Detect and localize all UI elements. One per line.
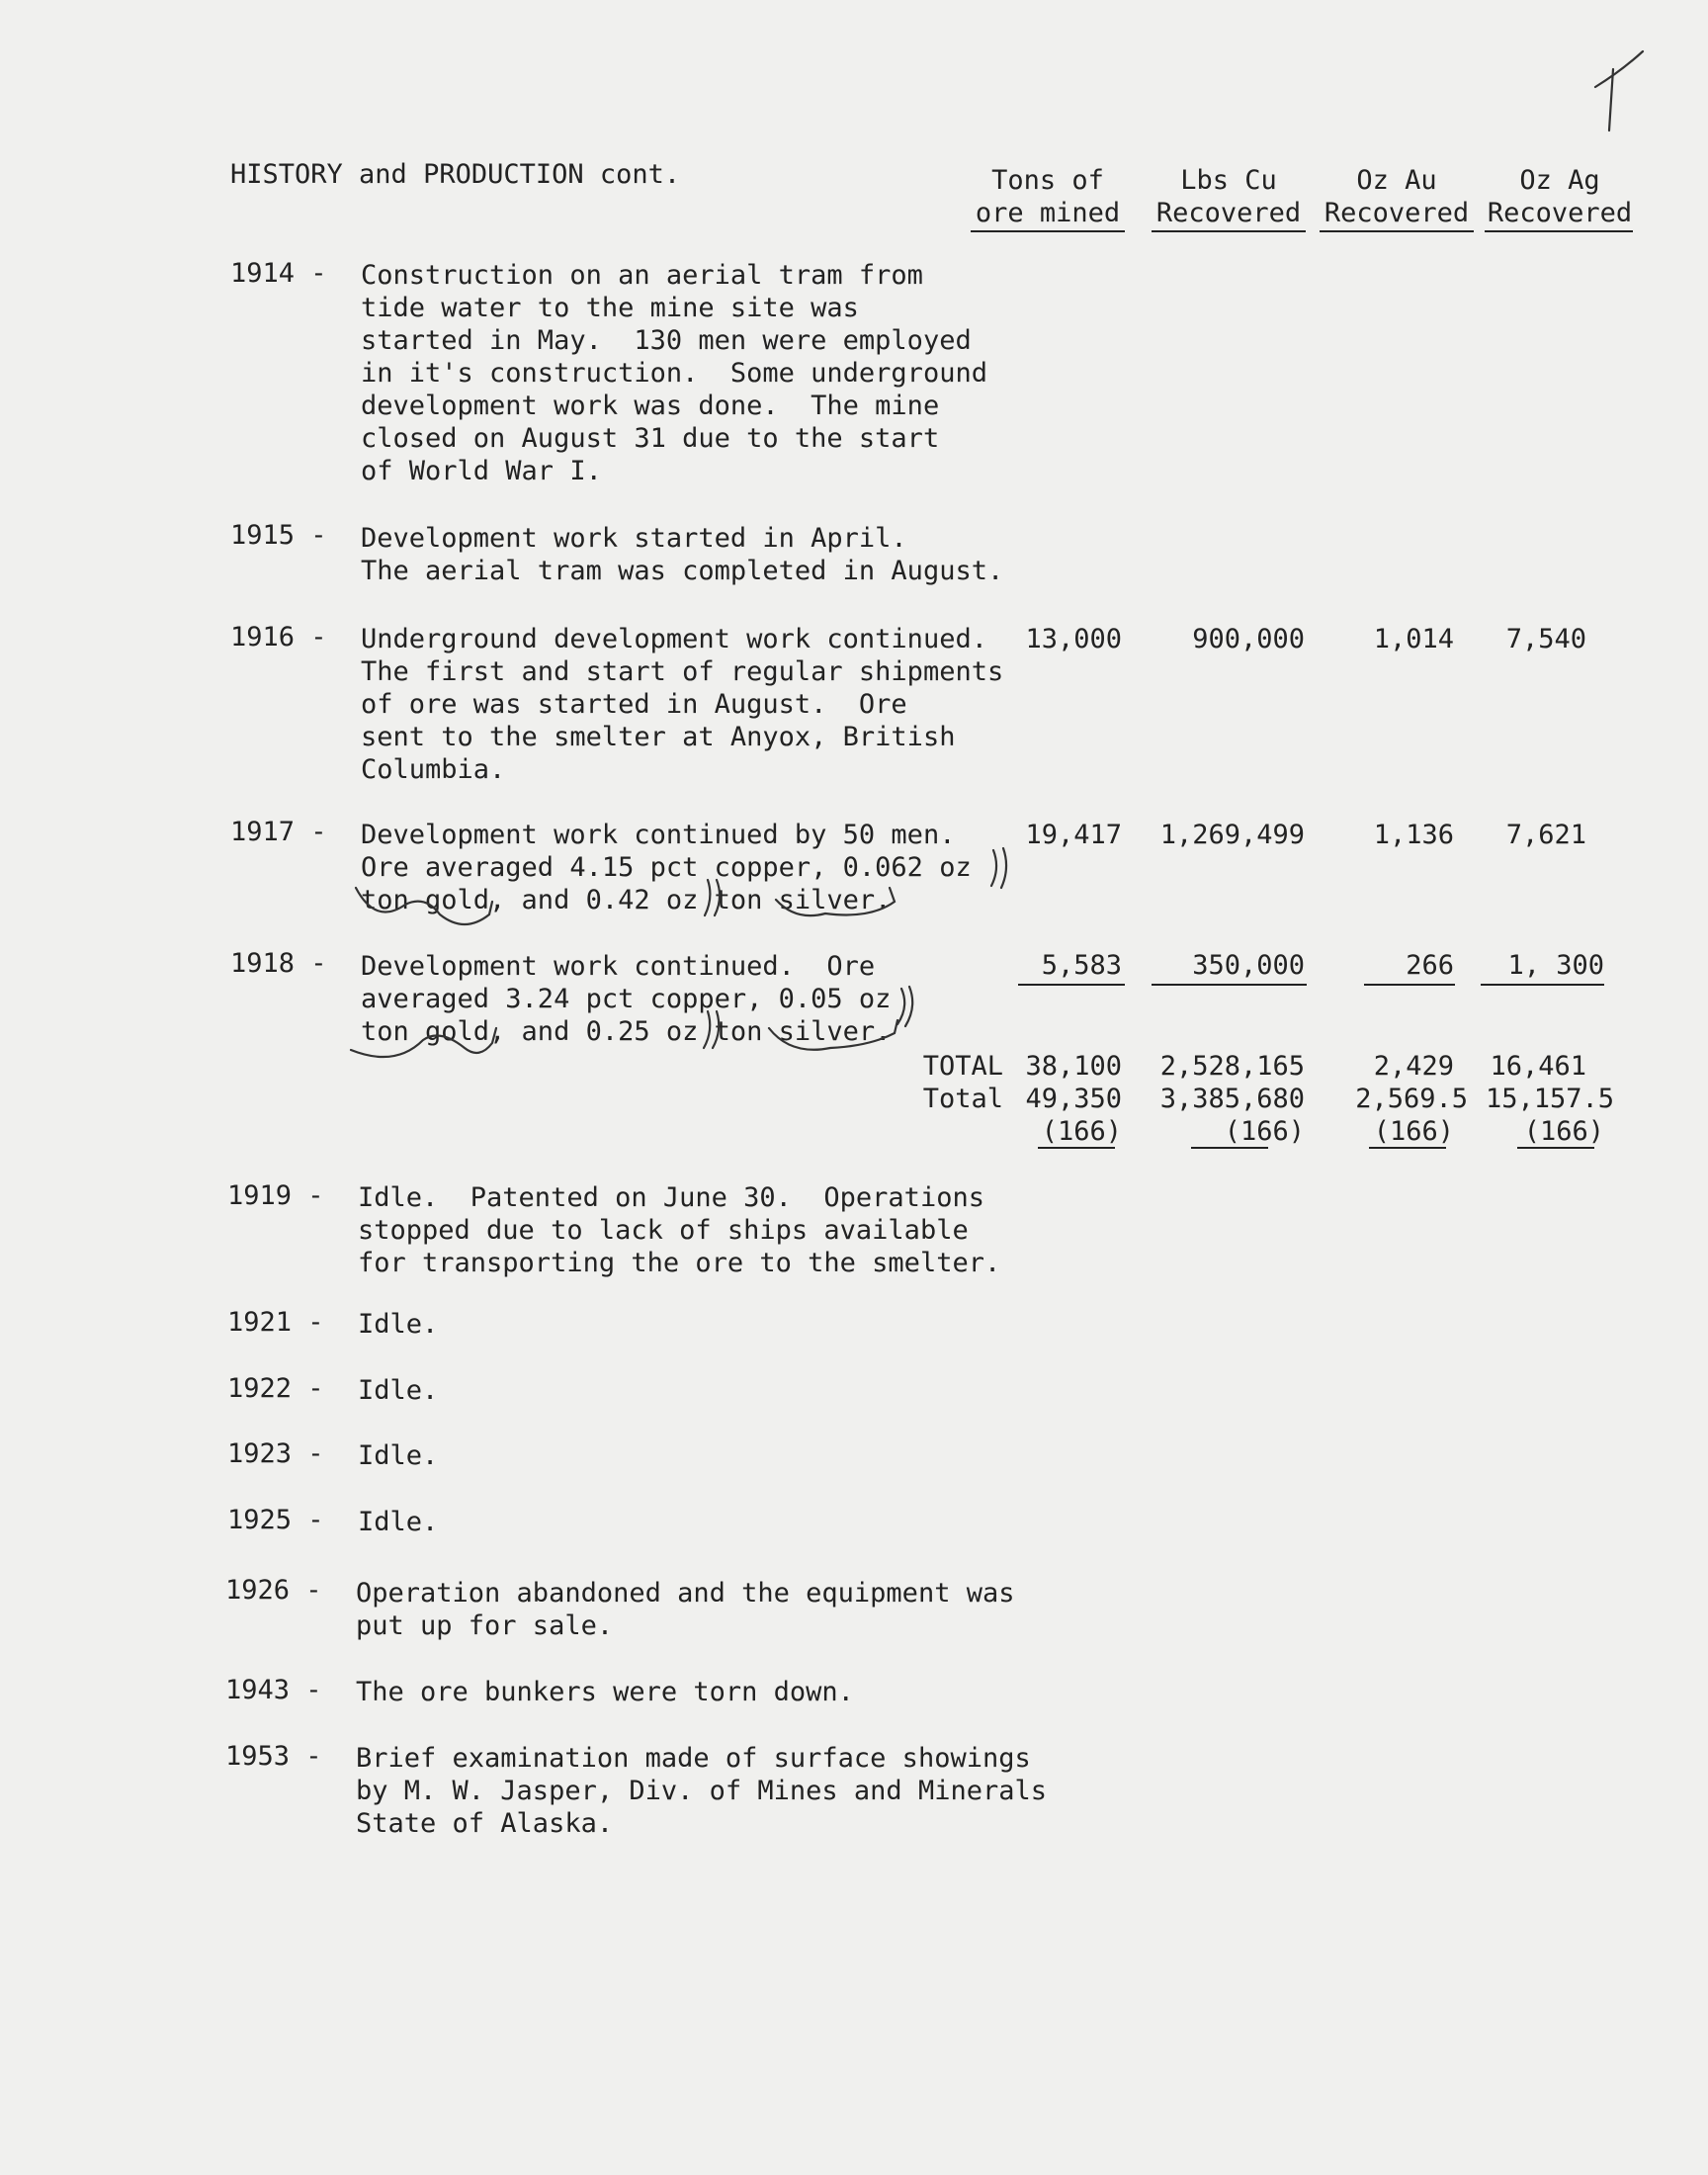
col-header-tons-line2: ore mined: [975, 198, 1121, 228]
entry-line: Operation abandoned and the equipment was: [356, 1578, 1015, 1609]
col-header-au-line1: Oz Au: [1356, 165, 1437, 196]
total-value-cu: 2,528,165: [1159, 1051, 1305, 1082]
entry-line: Idle.: [358, 1440, 439, 1471]
entry-line: for transporting the ore to the smelter.: [358, 1248, 1001, 1278]
pen-slash-mark: [704, 1011, 710, 1048]
entry-line: Idle.: [358, 1375, 439, 1406]
value-ag: 7,621: [1505, 820, 1586, 850]
total-value-ag: 16,461: [1490, 1051, 1586, 1082]
entry-line: The ore bunkers were torn down.: [356, 1677, 854, 1707]
entry-year: 1914 -: [230, 258, 327, 289]
entry-line: Ore averaged 4.15 pct copper, 0.062 oz: [361, 852, 972, 883]
entry-line: Development work continued. Ore: [361, 951, 876, 982]
entry-line: Columbia.: [361, 754, 506, 785]
value-ag: 1, 300: [1507, 950, 1604, 981]
entry-line: of World War I.: [361, 456, 602, 486]
entry-line: Underground development work continued.: [361, 624, 987, 654]
entry-line: The aerial tram was completed in August.: [361, 556, 1004, 586]
col-header-tons-line1: Tons of: [991, 165, 1104, 196]
pen-slash-mark: [905, 987, 912, 1026]
value-au: 1,014: [1373, 624, 1454, 654]
value-au: 1,136: [1373, 820, 1454, 850]
total-value-au: 2,569.5: [1355, 1084, 1468, 1114]
entry-line: put up for sale.: [356, 1610, 614, 1641]
entry-year: 1917 -: [230, 817, 327, 847]
value-tons: 5,583: [1041, 950, 1122, 981]
pen-underline-mark: [776, 888, 895, 915]
entry-line: The first and start of regular shipments: [361, 656, 1004, 687]
total-value-au: 2,429: [1373, 1051, 1454, 1082]
total-value-cu: 3,385,680: [1159, 1084, 1305, 1114]
entry-line: ton gold, and 0.25 oz ton silver.: [361, 1016, 892, 1047]
col-header-ag-line1: Oz Ag: [1519, 165, 1600, 196]
page-mark-stroke: [1595, 51, 1643, 87]
total-value-ag: 15,157.5: [1485, 1084, 1614, 1114]
entry-line: Construction on an aerial tram from: [361, 260, 923, 291]
total-value-tons: (166): [1041, 1116, 1122, 1147]
value-ag: 7,540: [1505, 624, 1586, 654]
entry-line: closed on August 31 due to the start: [361, 423, 940, 454]
entry-line: Idle. Patented on June 30. Operations: [358, 1182, 984, 1213]
entry-year: 1953 -: [225, 1741, 322, 1772]
entry-line: stopped due to lack of ships available: [358, 1215, 969, 1246]
total-label: TOTAL: [922, 1051, 1003, 1082]
entry-year: 1925 -: [227, 1505, 324, 1535]
value-cu: 350,000: [1192, 950, 1305, 981]
entry-line: Idle.: [358, 1507, 439, 1537]
entry-line: sent to the smelter at Anyox, British: [361, 722, 956, 752]
entry-year: 1943 -: [225, 1675, 322, 1705]
entry-line: tide water to the mine site was: [361, 293, 859, 323]
pen-underline-mark: [356, 888, 492, 924]
value-tons: 13,000: [1025, 624, 1122, 654]
entry-year: 1918 -: [230, 948, 327, 979]
entry-line: Brief examination made of surface showings: [356, 1743, 1031, 1774]
entry-line: in it's construction. Some underground: [361, 358, 987, 389]
entry-year: 1922 -: [227, 1373, 324, 1404]
value-cu: 900,000: [1192, 624, 1305, 654]
entry-year: 1921 -: [227, 1307, 324, 1338]
total-value-ag: (166): [1523, 1116, 1604, 1147]
entry-year: 1919 -: [227, 1180, 324, 1211]
col-header-cu-line1: Lbs Cu: [1180, 165, 1277, 196]
pen-slash-mark: [715, 880, 720, 915]
col-header-au-line2: Recovered: [1324, 198, 1470, 228]
entry-year: 1915 -: [230, 520, 327, 551]
entry-line: ton gold, and 0.42 oz ton silver.: [361, 885, 892, 915]
pen-slash-mark: [1001, 848, 1006, 888]
entry-line: Development work continued by 50 men.: [361, 820, 956, 850]
entry-line: development work was done. The mine: [361, 391, 940, 421]
value-cu: 1,269,499: [1159, 820, 1305, 850]
total-value-au: (166): [1373, 1116, 1454, 1147]
entry-line: of ore was started in August. Ore: [361, 689, 907, 720]
entry-line: started in May. 130 men were employed: [361, 325, 972, 356]
pen-underline-mark: [351, 1028, 496, 1057]
total-label: Total: [922, 1084, 1003, 1114]
entry-year: 1916 -: [230, 622, 327, 652]
entry-year: 1923 -: [227, 1438, 324, 1469]
pen-slash-mark: [897, 989, 904, 1024]
value-au: 266: [1406, 950, 1454, 981]
entry-line: averaged 3.24 pct copper, 0.05 oz: [361, 984, 892, 1014]
pen-underline-mark: [769, 1020, 897, 1050]
total-value-tons: 49,350: [1025, 1084, 1122, 1114]
entry-line: Development work started in April.: [361, 523, 907, 554]
pen-slash-mark: [705, 880, 710, 915]
pen-slash-mark: [713, 1011, 719, 1048]
entry-line: by M. W. Jasper, Div. of Mines and Minerals: [356, 1776, 1047, 1806]
col-header-ag-line2: Recovered: [1487, 198, 1633, 228]
col-header-cu-line2: Recovered: [1155, 198, 1302, 228]
entry-line: Idle.: [358, 1309, 439, 1340]
section-title: HISTORY and PRODUCTION cont.: [230, 159, 681, 190]
entry-year: 1926 -: [225, 1575, 322, 1606]
pen-slash-mark: [991, 850, 996, 886]
total-value-tons: 38,100: [1025, 1051, 1122, 1082]
entry-line: State of Alaska.: [356, 1808, 614, 1839]
total-value-cu: (166): [1224, 1116, 1305, 1147]
value-tons: 19,417: [1025, 820, 1122, 850]
